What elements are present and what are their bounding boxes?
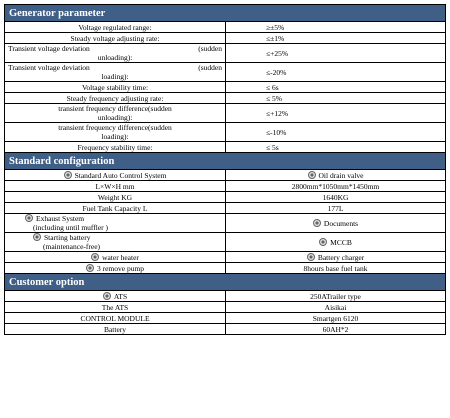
- param-value: ≥±5%: [226, 22, 446, 33]
- param-label-cont: unloading):: [97, 113, 133, 122]
- section-title: Standard configuration: [5, 153, 446, 170]
- section-header-standard: [5, 153, 446, 170]
- config-right: [226, 252, 446, 263]
- table-row: [5, 192, 446, 203]
- table-row: [5, 33, 446, 44]
- table-row: [5, 291, 446, 302]
- param-label-suffix: (sudden: [198, 63, 222, 72]
- param-label: Voltage regulated range:: [5, 22, 226, 33]
- option-left: The ATS: [5, 302, 226, 313]
- table-row: [5, 313, 446, 324]
- config-left: [5, 233, 226, 252]
- bullet-icon: [64, 171, 72, 179]
- config-left: L×W×H mm: [5, 181, 226, 192]
- bullet-icon: [307, 253, 315, 261]
- bullet-icon: [319, 238, 327, 246]
- table-row: [5, 203, 446, 214]
- table-row: [5, 263, 446, 274]
- config-left: Fuel Tank Capacity L: [5, 203, 226, 214]
- bullet-icon: [25, 214, 33, 222]
- table-row: [5, 142, 446, 153]
- option-left: [5, 291, 226, 302]
- bullet-icon: [313, 219, 321, 227]
- config-right: [226, 214, 446, 233]
- config-right: [226, 233, 446, 252]
- table-row: [5, 214, 446, 233]
- table-row: [5, 104, 446, 123]
- param-value: ≤-20%: [226, 63, 446, 82]
- config-label: Exhaust System: [36, 214, 85, 223]
- config-left: [5, 170, 226, 181]
- param-label: transient frequency difference(sudden: [58, 123, 172, 132]
- param-value: ≤ 6s: [226, 82, 446, 93]
- option-right: 250ATrailer type: [226, 291, 446, 302]
- table-row: [5, 181, 446, 192]
- option-right: Aisikai: [226, 302, 446, 313]
- param-value: ≤ 5%: [226, 93, 446, 104]
- config-label-cont: (maintenance-free): [43, 242, 101, 251]
- table-row: [5, 302, 446, 313]
- config-right: 1640KG: [226, 192, 446, 203]
- param-label-cell: [5, 63, 226, 82]
- section-header-customer: [5, 274, 446, 291]
- config-label: 3 remove pump: [96, 263, 145, 273]
- table-row: [5, 324, 446, 335]
- option-right: 60AH*2: [226, 324, 446, 335]
- param-label-cell: [5, 123, 226, 142]
- bullet-icon: [103, 292, 111, 300]
- table-row: [5, 93, 446, 104]
- config-left: [5, 252, 226, 263]
- section-title: Customer option: [5, 274, 446, 291]
- config-label: Battery charger: [317, 252, 365, 262]
- param-value: ≤ 5s: [226, 142, 446, 153]
- table-row: [5, 170, 446, 181]
- param-label-cont: loading):: [101, 72, 129, 81]
- bullet-icon: [86, 264, 94, 272]
- config-label: Standard Auto Control System: [74, 170, 167, 180]
- param-value: ≤±1%: [226, 33, 446, 44]
- bullet-icon: [308, 171, 316, 179]
- config-label: MCCB: [330, 237, 352, 247]
- config-label: water heater: [102, 252, 139, 262]
- table-row: [5, 123, 446, 142]
- param-label-suffix: (sudden: [198, 44, 222, 53]
- table-row: [5, 63, 446, 82]
- bullet-icon: [33, 233, 41, 241]
- table-row: [5, 44, 446, 63]
- config-right: 2800mm*1050mm*1450mm: [226, 181, 446, 192]
- param-value: ≤+12%: [226, 104, 446, 123]
- config-label-cont: (including until muffler ): [33, 223, 109, 232]
- param-label: transient frequency difference(sudden: [58, 104, 172, 113]
- param-value: ≤+25%: [226, 44, 446, 63]
- config-label: Documents: [323, 218, 359, 228]
- param-value: ≤-10%: [226, 123, 446, 142]
- spec-table: [4, 4, 446, 335]
- param-label-cell: [5, 44, 226, 63]
- param-label: Voltage stability time:: [5, 82, 226, 93]
- config-left: [5, 263, 226, 274]
- param-label: Steady voltage adjusting rate:: [5, 33, 226, 44]
- config-label: Starting battery: [44, 233, 91, 242]
- param-label-cont: unloading):: [97, 53, 133, 62]
- param-label: Transient voltage deviation: [8, 63, 90, 72]
- param-label-cell: [5, 104, 226, 123]
- param-label-cont: loading):: [101, 132, 129, 141]
- config-right: 8hours base fuel tank: [226, 263, 446, 274]
- table-row: [5, 252, 446, 263]
- option-label: ATS: [113, 291, 128, 301]
- section-title: Generator parameter: [5, 5, 446, 22]
- param-label: Transient voltage deviation: [8, 44, 90, 53]
- config-label: Oil drain valve: [318, 170, 364, 180]
- table-row: [5, 233, 446, 252]
- option-left: CONTROL MODULE: [5, 313, 226, 324]
- option-right: Smartgen 6120: [226, 313, 446, 324]
- param-label: Frequency stability time:: [5, 142, 226, 153]
- spec-sheet: [4, 4, 446, 335]
- config-left: [5, 214, 226, 233]
- section-header-generator: [5, 5, 446, 22]
- param-label: Steady frequency adjusting rate:: [5, 93, 226, 104]
- config-left: Weight KG: [5, 192, 226, 203]
- bullet-icon: [91, 253, 99, 261]
- config-right: [226, 170, 446, 181]
- table-row: [5, 22, 446, 33]
- option-left: Battery: [5, 324, 226, 335]
- config-right: 177L: [226, 203, 446, 214]
- table-row: [5, 82, 446, 93]
